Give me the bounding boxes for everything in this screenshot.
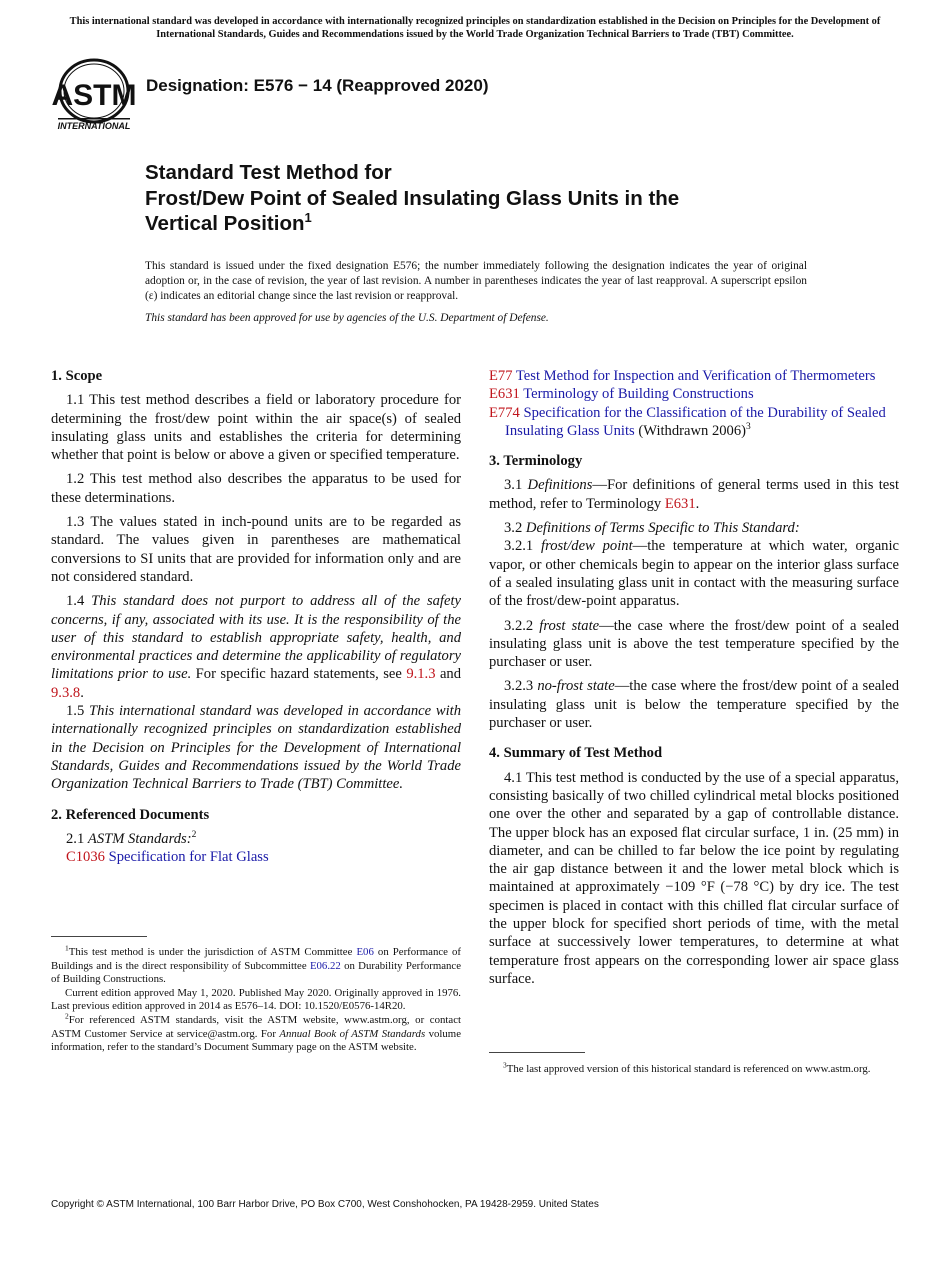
- ref-c1036[interactable]: C1036 Specification for Flat Glass: [66, 849, 269, 866]
- footnote-2: $^2$For referenced ASTM standards, visit the ASTM website, www.astm.org, or contact ASTM Customer Service at service@astm.org. For Annual Book of ASTM Standards volume information, refer to the standard’s Document Summary page on the ASTM website.: [51, 1011, 461, 1054]
- scope-1-2: 1.2 This test method also describes the apparatus to be used for these determinations.: [51, 471, 461, 506]
- astm-logo: [52, 58, 136, 132]
- terminology-3-2: 3.2 Definitions of Terms Specific to This Standard:: [504, 520, 800, 537]
- footnote-3: $^3$The last approved version of this historical standard is referenced on www.astm.org.: [503, 1060, 871, 1075]
- link-e06-22[interactable]: E06.22: [309, 959, 341, 972]
- footnote-rule-left: [51, 936, 147, 937]
- terminology-3-2-3: 3.2.3 no-frost state—the case where the frost/dew point of a sealed insulating glass unit is below the temperature specified by the purchaser or user.: [489, 678, 899, 732]
- scope-1-4: 1.4 This standard does not purport to address all of the safety concerns, if any, associated with its use. It is the responsibility of the user of this standard to establish appropriate safety, health, and environmental practices and determine the applicability of regulatory limitations prior to use. For specific hazard statements, see 9.1.3 and 9.3.8.: [51, 593, 462, 701]
- terminology-3-2-1: 3.2.1 frost/dew point—the temperature at which water, organic vapor, or other chemicals begin to appear on the interior glass surface of a sealed insulating glass unit in contact with the measuring surface of the frost/dew-point apparatus.: [489, 538, 899, 610]
- link-9-1-3[interactable]: 9.1.3: [406, 666, 436, 683]
- footnotes-right: [489, 1060, 899, 1077]
- refdocs-2-1: 2.1 ASTM Standards:$^2$: [66, 829, 197, 847]
- ref-e774[interactable]: E774 Specification for the Classification of the Durability of Sealed Insulating Glass Units (Withdrawn 2006)$^3$: [489, 404, 886, 439]
- international-standard-notice: This international standard was developed in accordance with internationally recognized principles on standardization established in the Decision on Principles for the Development of International Standards, Guides and Recommendations issued by the World Trade Organization Technical Barriers to Trade (TBT) Committee.: [69, 16, 881, 40]
- dod-approval-note: This standard has been approved for use by agencies of the U.S. Department of Defense.: [145, 312, 549, 324]
- section-heading-refdocs: 2. Referenced Documents: [51, 806, 210, 823]
- intro-paragraph: This standard is issued under the fixed designation E576; the number immediately following the designation indicates the year of original adoption or, in the case of revision, the year of last revision. A number in parentheses indicates the year of last reapproval. A superscript epsilon (ε) indicates an editorial change since the last revision or reapproval.: [145, 260, 807, 302]
- section-heading-scope: 1. Scope: [51, 368, 103, 384]
- terminology-3-2-2: 3.2.2 frost state—the case where the frost/dew point of a sealed insulating glass unit is above the test temperature specified by the purchaser or user.: [489, 617, 899, 671]
- title-line-1: Standard Test Method for: [145, 161, 392, 184]
- footnotes-left: [51, 943, 461, 1055]
- link-9-3-8[interactable]: 9.3.8: [51, 684, 81, 701]
- svg-text:ASTM: ASTM: [52, 79, 136, 112]
- scope-1-1: 1.1 This test method describes a field or laboratory procedure for determining the frost/dew point within the air space(s) of sealed insulating glass units and establishes the criteria for determining whether that point is below or above a given or specified temperature.: [51, 392, 461, 464]
- logo-text: INTERNATIONAL: [57, 121, 131, 131]
- title-line-2: Frost/Dew Point of Sealed Insulating Glass Units in the: [145, 186, 680, 210]
- footnote-rule-right: [489, 1052, 585, 1053]
- document-title: [145, 160, 865, 237]
- terminology-3-1: 3.1 Definitions—For definitions of general terms used in this test method, refer to Terminology E631.: [489, 477, 899, 512]
- link-e631[interactable]: E631: [664, 495, 696, 512]
- designation: Designation: E576 − 14 (Reapproved 2020): [146, 76, 489, 95]
- right-column: [489, 367, 899, 988]
- scope-1-5: 1.5 This international standard was developed in accordance with internationally recognized principles on standardization established in the Decision on Principles for the Development of International Standards, Guides and Recommendations issued by the World Trade Organization Technical Barriers to Trade (TBT) Committee.: [51, 703, 462, 793]
- ref-e77[interactable]: E77 Test Method for Inspection and Verification of Thermometers: [489, 368, 876, 384]
- ref-e631[interactable]: E631 Terminology of Building Constructions: [489, 386, 754, 403]
- link-e06[interactable]: E06: [356, 946, 374, 958]
- title-footnote-mark: 1: [304, 210, 312, 226]
- summary-4-1: 4.1 This test method is conducted by the use of a special apparatus, consisting basically of two chilled cylindrical metal blocks positioned one over the other and separated by a gap of controllable distance. The upper block has an exposed flat circular surface, 1 in. (25 mm) in diameter, and can be chilled to far below the ice point by regulating the air gap distance between it and the lower metal block which is maintained at approximately −109 °F (−78 °C) by dry ice. The test specimen is placed in contact with this chilled flat circular surface of the upper block for specified short periods of time, with the metal surface at successively lower temperatures, to determine at what temperature frost appears on the corresponding lower air space glass surface.: [489, 769, 899, 987]
- section-heading-terminology: 3. Terminology: [489, 453, 583, 470]
- footnote-1-edition: Current edition approved May 1, 2020. Published May 2020. Originally approved in 1976. Last previous edition approved in 2014 as E576–14. DOI: 10.1520/E0576-14R20.: [51, 986, 461, 1013]
- left-column: [51, 367, 461, 866]
- section-heading-summary: 4. Summary of Test Method: [489, 745, 663, 762]
- title-line-3: Vertical Position: [145, 212, 305, 235]
- footnote-1: $^1$This test method is under the jurisdiction of ASTM Committee E06 on Performance of Buildings and is the direct responsibility of Subcommittee E06.22 on Durability Performance of Building Constructions.: [51, 943, 461, 986]
- scope-1-3: 1.3 The values stated in inch-pound units are to be regarded as standard. The values given in parentheses are mathematical conversions to SI units that are provided for information only and are not considered standard.: [51, 514, 461, 585]
- copyright-footer: Copyright © ASTM International, 100 Barr Harbor Drive, PO Box C700, West Conshohocken, PA 19428-2959. United States: [51, 1199, 599, 1210]
